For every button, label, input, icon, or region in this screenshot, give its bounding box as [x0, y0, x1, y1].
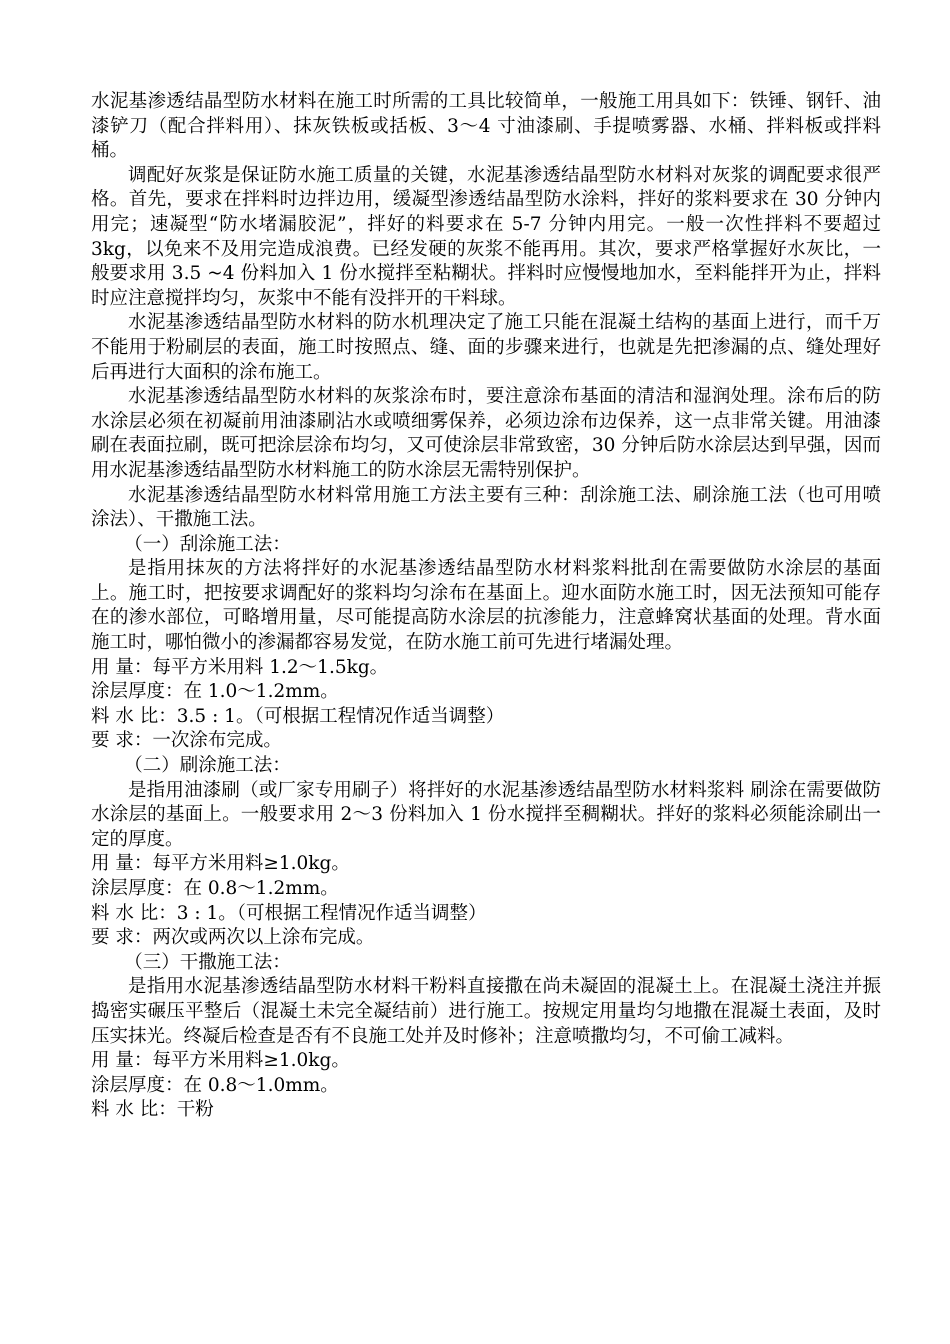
paragraph-scrape: 是指用抹灰的方法将拌好的水泥基渗透结晶型防水材料浆料批刮在需要做防水涂层的基面上。施工时，把按要求调配好的浆料均匀涂布在基面上。迎水面防水施工时，因无法预知可能存在的渗水部位，可略增用量，尽可能提高防水涂层的抗渗能力，注意蜂窝状基面的处理。背水面施工时，哪怕微小的渗漏都容易发觉，在防水施工前可先进行堵漏处理。: [91, 558, 881, 654]
paragraph-mixing: 调配好灰浆是保证防水施工质量的关键，水泥基渗透结晶型防水材料对灰浆的调配要求很严格。首先，要求在拌料时边拌边用，缓凝型渗透结晶型防水涂料，拌好的浆料要求在 30 分钟内用完；速凝型“防水堵漏胶泥”，拌好的料要求在 5-7 分钟内用完。一般一次性拌料不要超过 3kg，以免来不及用完造成浪费。已经发硬的灰浆不能再用。其次，要求严格掌握好水灰比，一般要求用 3.5 ~4 份料加入 1 份水搅拌至粘糊状。拌料时应慢慢地加水，至料能拌开为止，拌料时应注意搅拌均匀，灰浆中不能有没拌开的干料球。: [91, 164, 881, 309]
spec-ratio: 料 水 比：干粉: [91, 1099, 214, 1121]
spec-dosage: 用 量：每平方米用料 1.2～1.5kg。: [91, 656, 389, 678]
section-heading-dry: （三）干撒施工法：: [124, 951, 291, 973]
paragraph-curing: 水泥基渗透结晶型防水材料的灰浆涂布时，要注意涂布基面的清洁和湿润处理。涂布后的防水涂层必须在初凝前用油漆刷沾水或喷细雾保养，必须边涂布边保养，这一点非常关键。用油漆刷在表面拉刷，既可把涂层涂布均匀，又可使涂层非常致密，30 分钟后防水涂层达到早强，因而用水泥基渗透结晶型防水材料施工的防水涂层无需特别保护。: [91, 386, 881, 481]
paragraph-dry: 是指用水泥基渗透结晶型防水材料干粉料直接撒在尚未凝固的混凝土上。在混凝土浇注并振捣密实碾压平整后（混凝土未完全凝结前）进行施工。按规定用量均匀地撒在混凝土表面，及时压实抹光。终凝后检查是否有不良施工处并及时修补；注意喷撒均匀，不可偷工减料。: [91, 976, 881, 1047]
section-heading-brush: （二）刷涂施工法：: [124, 755, 291, 777]
spec-dosage: 用 量：每平方米用料≥1.0kg。: [91, 853, 350, 875]
paragraph-mechanism: 水泥基渗透结晶型防水材料的防水机理决定了施工只能在混凝土结构的基面上进行，而千万不能用于粉刷层的表面，施工时按照点、缝、面的步骤来进行，也就是先把渗漏的点、缝处理好后再进行大面积的涂布施工。: [91, 312, 881, 383]
paragraph-methods: 水泥基渗透结晶型防水材料常用施工方法主要有三种：刮涂施工法、刷涂施工法（也可用喷涂法）、干撒施工法。: [91, 484, 881, 531]
spec-requirement: 要 求：一次涂布完成。: [91, 730, 282, 752]
spec-requirement: 要 求：两次或两次以上涂布完成。: [91, 927, 375, 949]
spec-thickness: 涂层厚度：在 0.8～1.0mm。: [91, 1074, 339, 1096]
paragraph-tools: 水泥基渗透结晶型防水材料在施工时所需的工具比较简单，一般施工用具如下：铁锤、钢钎、油漆铲刀（配合拌料用）、抹灰铁板或括板、3～4 寸油漆刷、手提喷雾器、水桶、拌料板或拌料桶。: [91, 91, 881, 162]
document-body: [91, 90, 881, 1123]
spec-thickness: 涂层厚度：在 1.0～1.2mm。: [91, 681, 339, 703]
spec-thickness: 涂层厚度：在 0.8～1.2mm。: [91, 878, 339, 899]
spec-ratio: 料 水 比：3 : 1。（可根据工程情况作适当调整）: [91, 902, 487, 924]
spec-ratio: 料 水 比：3.5 : 1。（可根据工程情况作适当调整）: [91, 705, 505, 727]
spec-dosage: 用 量：每平方米用料≥1.0kg。: [91, 1050, 350, 1072]
paragraph-brush: 是指用油漆刷（或厂家专用刷子）将拌好的水泥基渗透结晶型防水材料浆料 刷涂在需要做防水涂层的基面上。一般要求用 2～3 份料加入 1 份水搅拌至稠糊状。拌好的浆料必须能涂刷出一定的厚度。: [91, 779, 881, 850]
section-heading-scrape: （一）刮涂施工法：: [124, 533, 291, 555]
